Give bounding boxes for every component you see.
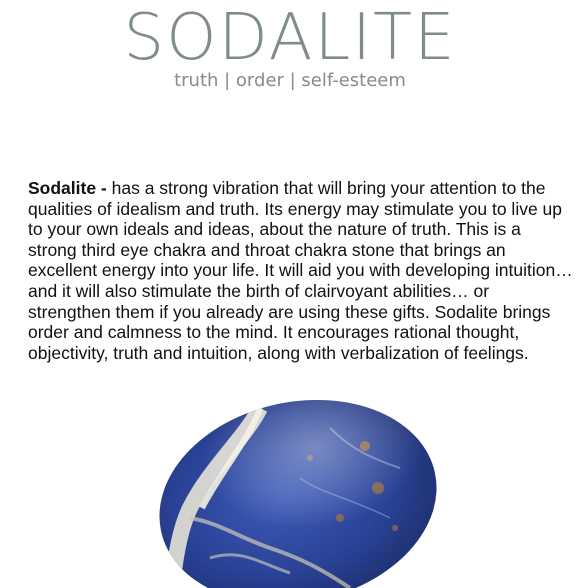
description-paragraph xyxy=(28,178,573,363)
sodalite-stone-image xyxy=(150,398,450,588)
page-title: SODALITE xyxy=(123,1,457,75)
description-lead: Sodalite - xyxy=(28,178,112,198)
description-text: has a strong vibration that will bring your attention to the qualities of idealism and truth. Its energy may stimulate you to live up to your own ideals and ideas, about the nature of truth. This is a strong third eye chakra and throat chakra stone that brings an excellent energy into your life. It will aid you with developing intuition…and it will also stimulate the birth of clairvoyant abilities… or strengthen them if you already are using these gifts. Sodalite brings order and calmness to the mind. It encourages rational thought, objectivity, truth and intuition, along with verbalization of feelings. xyxy=(28,178,573,363)
page-subtitle: truth | order | self-esteem xyxy=(174,70,406,91)
